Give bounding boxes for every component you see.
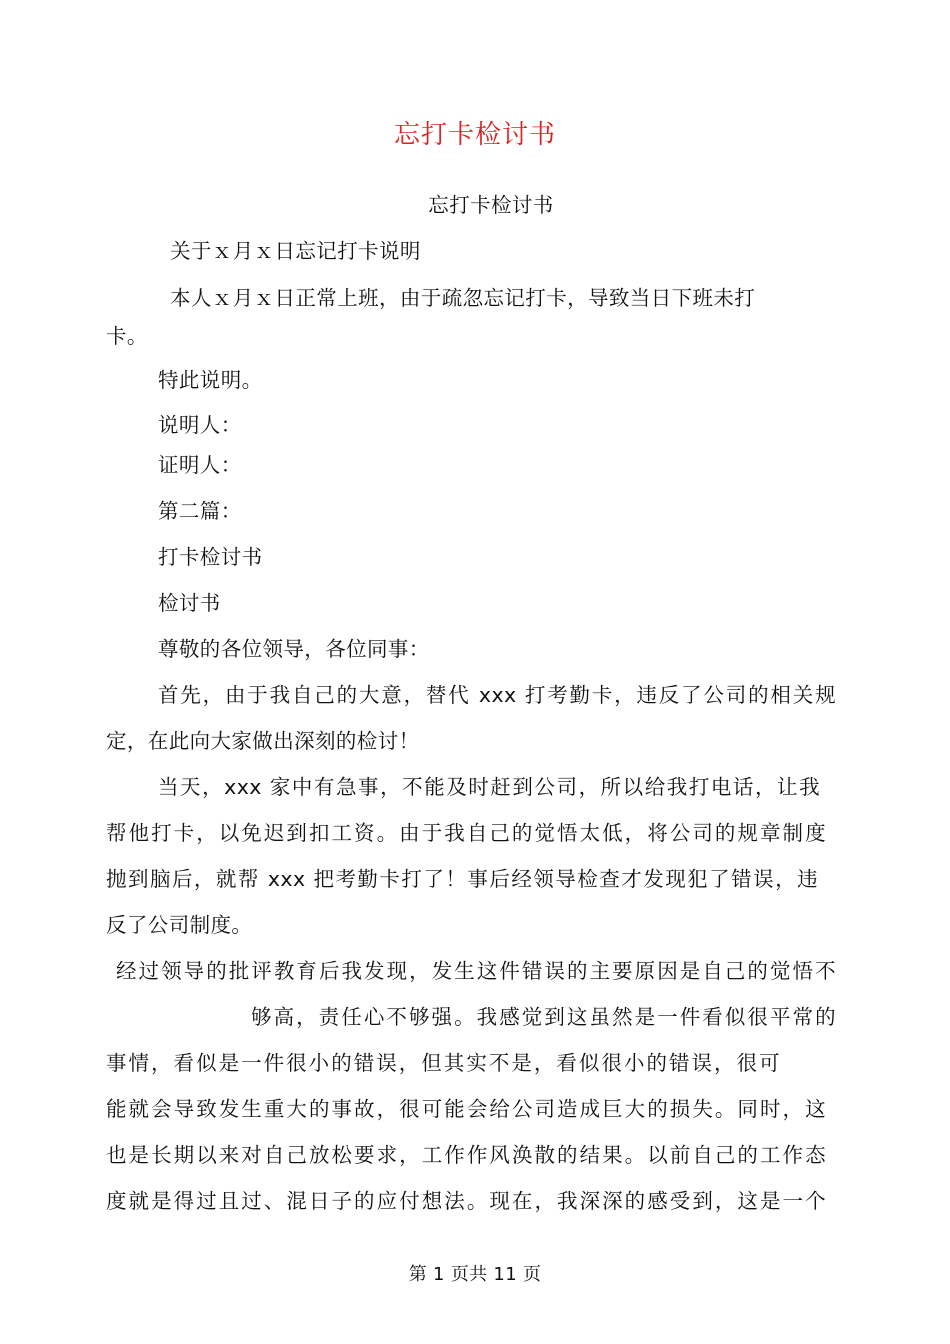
paragraph-line: 关于ｘ月ｘ日忘记打卡说明 <box>170 239 421 263</box>
paragraph-line: 当天，xxx 家中有急事，不能及时赶到公司，所以给我打电话，让我 <box>158 775 820 799</box>
paragraph-line: 定，在此向大家做出深刻的检讨！ <box>106 729 420 753</box>
paragraph-line: 度就是得过且过、混日子的应付想法。现在，我深深的感受到，这是一个 <box>106 1189 826 1213</box>
paragraph-line: 本人ｘ月ｘ日正常上班，由于疏忽忘记打卡，导致当日下班未打 <box>170 286 756 310</box>
paragraph-line: 检讨书 <box>158 591 221 615</box>
paragraph-line: 也是长期以来对自己放松要求，工作作风涣散的结果。以前自己的工作态 <box>106 1143 826 1167</box>
paragraph-line: 第二篇： <box>158 499 242 523</box>
paragraph-line: 事情，看似是一件很小的错误，但其实不是，看似很小的错误，很可 <box>106 1051 780 1075</box>
paragraph-line: 抛到脑后，就帮 xxx 把考勤卡打了！事后经领导检查才发现犯了错误，违 <box>106 867 818 891</box>
paragraph-line: 卡。 <box>106 324 148 348</box>
page-number-footer: 第 1 页共 11 页 <box>408 1264 542 1285</box>
paragraph-line: 帮他打卡，以免迟到扣工资。由于我自己的觉悟太低，将公司的规章制度 <box>106 821 826 845</box>
paragraph-line: 反了公司制度。 <box>106 913 253 937</box>
document-title: 忘打卡检讨书 <box>393 120 556 150</box>
paragraph-line: 说明人： <box>158 413 242 437</box>
document-subtitle: 忘打卡检讨书 <box>428 193 554 217</box>
paragraph-line: 特此说明。 <box>158 368 263 392</box>
paragraph-line: 首先，由于我自己的大意，替代 xxx 打考勤卡，违反了公司的相关规 <box>158 683 836 707</box>
paragraph-line: 够高，责任心不够强。我感觉到这虽然是一件看似很平常的 <box>251 1005 836 1029</box>
paragraph-line: 经过领导的批评教育后我发现，发生这件错误的主要原因是自己的觉悟不 <box>116 959 836 983</box>
paragraph-line: 能就会导致发生重大的事故，很可能会给公司造成巨大的损失。同时，这 <box>106 1097 826 1121</box>
paragraph-line: 打卡检讨书 <box>158 545 263 569</box>
paragraph-line: 证明人： <box>158 453 242 477</box>
paragraph-line: 尊敬的各位领导，各位同事： <box>158 637 430 661</box>
